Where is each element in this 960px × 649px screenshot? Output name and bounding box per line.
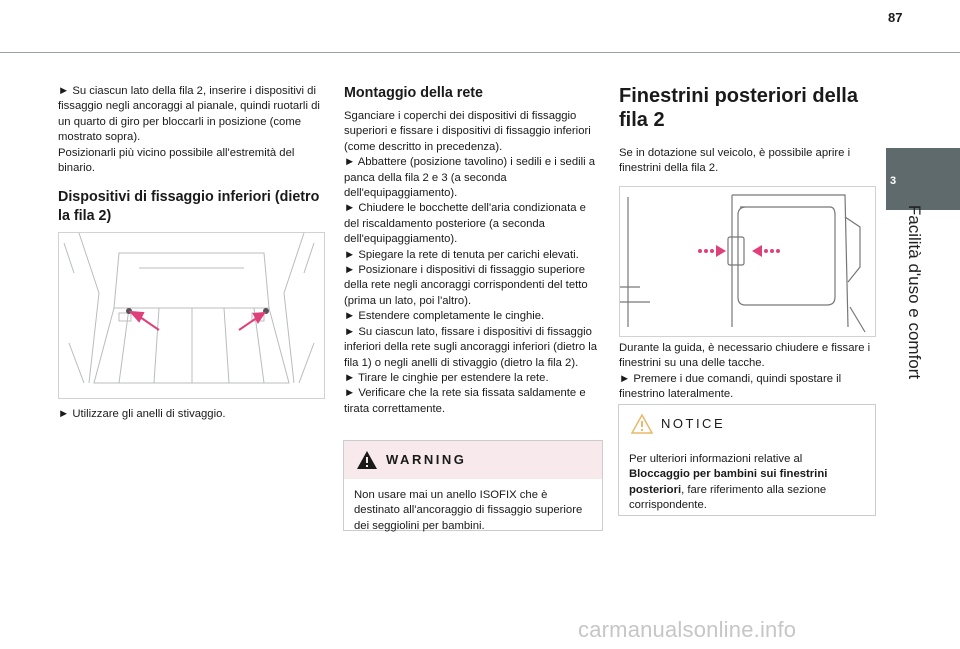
- section-heading: Dispositivi di fissaggio inferiori (dietro la fila 2): [58, 189, 320, 225]
- column-3: [619, 84, 881, 177]
- instruction-line: ► Estendere completamente le cinghie.: [344, 310, 545, 323]
- watermark: carmanualsonline.info: [578, 617, 797, 642]
- cargo-floor-drawing: [59, 233, 324, 398]
- warning-icon: [356, 450, 378, 470]
- warning-box: [343, 440, 603, 531]
- notice-title: NOTICE: [661, 416, 726, 431]
- cargo-floor-illustration: [58, 232, 325, 399]
- chapter-number: 3: [889, 175, 897, 187]
- paragraph: Durante la guida, è necessario chiudere e fissare i finestrini su una delle tacche.: [619, 342, 871, 370]
- column-3-lower: [619, 341, 881, 403]
- instruction-line: ► Chiudere le bocchette dell'aria condizionata e del riscaldamento posteriore (a seconda dell'equipaggiamento).: [344, 202, 586, 246]
- page-number: 87: [888, 10, 903, 25]
- figure-caption: ► Utilizzare gli anelli di stivaggio.: [58, 408, 226, 420]
- notice-header: [619, 405, 875, 443]
- warning-header: [344, 441, 602, 479]
- instruction-line: ► Posizionare i dispositivi di fissaggio superiore della rete negli ancoraggi corrispondenti del tetto (prima un lato, poi l'altro).: [344, 264, 588, 307]
- instruction-line: Sganciare i coperchi dei dispositivi di fissaggio superiori e fissare i dispositivi di fissaggio inferiori (come descritto in precedenza).: [344, 110, 591, 153]
- paragraph: Se in dotazione sul veicolo, è possibile aprire i finestrini della fila 2.: [619, 147, 851, 175]
- column-1: [58, 84, 326, 226]
- chapter-title: Facilità d'uso e comfort: [905, 204, 924, 380]
- paragraph: ► Su ciascun lato della fila 2, inserire i dispositivi di fissaggio negli ancoraggi al pianale, quindi ruotarli di un quarto di giro per bloccarli in posizione (come mostrato sopra).: [58, 85, 320, 144]
- header-rule: [0, 52, 960, 53]
- page-section-title: Finestrini posteriori della fila 2: [619, 85, 858, 131]
- section-heading: Montaggio della rete: [344, 85, 484, 101]
- notice-link-text: Bloccaggio per bambini sui finestrini posteriori: [629, 468, 828, 496]
- column-2: [344, 84, 602, 417]
- instruction-line: ► Spiegare la rete di tenuta per carichi elevati.: [344, 248, 579, 261]
- instruction-line: ► Premere i due comandi, quindi spostare il finestrino lateralmente.: [619, 372, 842, 401]
- instruction-line: ► Su ciascun lato, fissare i dispositivi di fissaggio inferiori della rete sugli ancoraggi inferiori (dietro la fila 1) o negli anelli di stivaggio (dietro la fila 2).: [344, 325, 598, 369]
- instruction-line: ► Tirare le cinghie per estendere la rete.: [344, 371, 549, 384]
- notice-text-part: Per ulteriori informazioni relative al: [629, 453, 803, 465]
- rear-window-drawing: [620, 187, 875, 336]
- instruction-line: ► Verificare che la rete sia fissata saldamente e tirata correttamente.: [344, 387, 586, 415]
- warning-title: WARNING: [386, 452, 467, 467]
- notice-text: [619, 443, 875, 522]
- notice-box: [618, 404, 876, 516]
- instruction-line: ► Abbattere (posizione tavolino) i sedili e i sedili a panca della fila 2 e 3 (a seconda dell'equipaggiamento).: [344, 156, 596, 200]
- notice-icon: [631, 414, 653, 434]
- rear-window-illustration: [619, 186, 876, 337]
- warning-text: Non usare mai un anello ISOFIX che è destinato all'ancoraggio di fissaggio superiore dei seggiolini per bambini.: [354, 489, 583, 532]
- figure-caption-block: [58, 407, 326, 422]
- notice-text-part: , fare riferimento alla sezione corrispondente.: [629, 483, 827, 512]
- paragraph: Posizionarli più vicino possibile all'estremità del binario.: [58, 146, 295, 175]
- chapter-tab[interactable]: [886, 148, 960, 210]
